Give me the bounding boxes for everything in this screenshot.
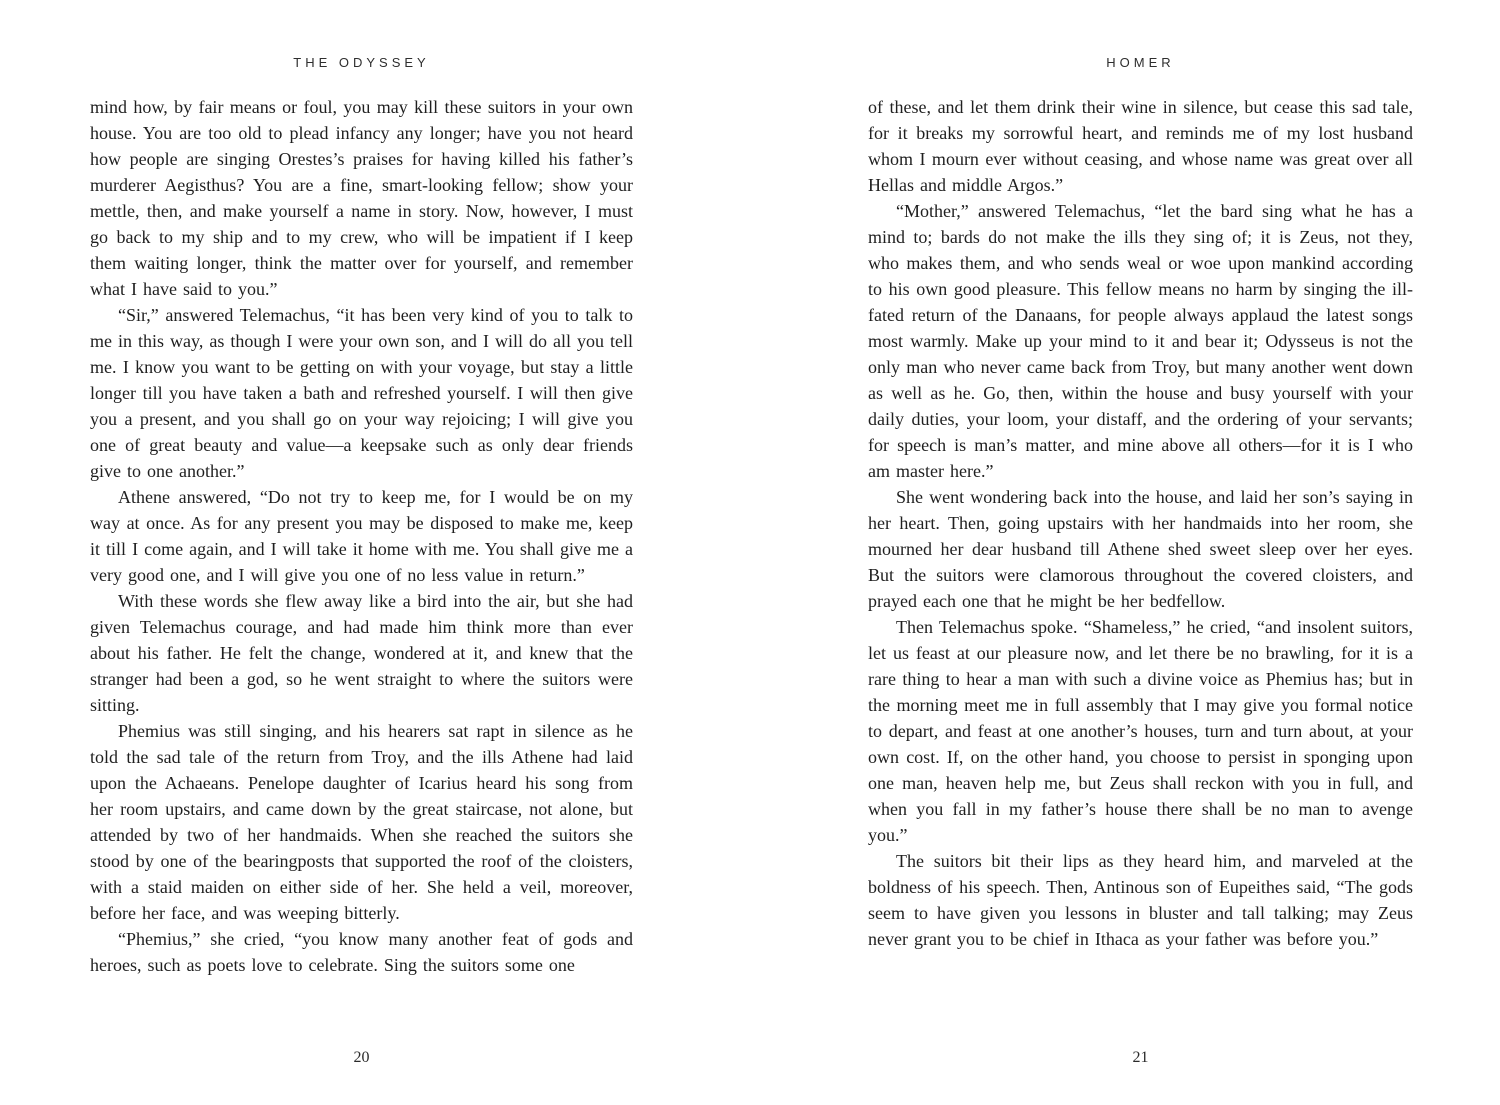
paragraph: “Sir,” answered Telemachus, “it has been very kind of you to talk to me in this way, as though I were your own son, and I will do all you tell me. I know you want to be getting on with your voyage, but stay a little longer till you have taken a bath and refreshed yourself. I will then give you a present, and you shall go on your way rejoicing; I will give you one of great beauty and value—a keepsake such as only dear friends give to one another.” [90,305,633,481]
paragraph: “Phemius,” she cried, “you know many another feat of gods and heroes, such as poets love to celebrate. Sing the suitors some one [90,929,633,975]
page-body-left [90,94,633,978]
page-body-right [868,94,1413,952]
page-left [90,0,633,1105]
paragraph: of these, and let them drink their wine in silence, but cease this sad tale, for it breaks my sorrowful heart, and reminds me of my lost husband whom I mourn ever without ceasing, and whose name was great over all Hellas and middle Argos.” [868,97,1413,195]
page-number-left: 20 [353,1049,370,1066]
paragraph: Phemius was still singing, and his hearers sat rapt in silence as he told the sad tale of the return from Troy, and the ills Athene had laid upon the Achaeans. Penelope daughter of Icarius heard his song from her room upstairs, and came down by the great staircase, not alone, but attended by two of her handmaids. When she reached the suitors she stood by one of the bearingposts that supported the roof of the cloisters, with a staid maiden on either side of her. She held a veil, moreover, before her face, and was weeping bitterly. [90,721,633,923]
paragraph: Athene answered, “Do not try to keep me, for I would be on my way at once. As for any present you may be disposed to make me, keep it till I come again, and I will take it home with me. You shall give me a very good one, and I will give you one of no less value in return.” [90,487,633,585]
paragraph: Then Telemachus spoke. “Shameless,” he cried, “and insolent suitors, let us feast at our pleasure now, and let there be no brawling, for it is a rare thing to hear a man with such a divine voice as Phemius has; but in the morning meet me in full assembly that I may give you formal notice to depart, and feast at one another’s houses, turn and turn about, at your own cost. If, on the other hand, you choose to persist in sponging upon one man, heaven help me, but Zeus shall reckon with you in full, and when you fall in my father’s house there shall be no man to avenge you.” [868,617,1413,845]
paragraph: mind how, by fair means or foul, you may kill these suitors in your own house. You are too old to plead infancy any longer; have you not heard how people are singing Orestes’s praises for having killed his father’s murderer Aegisthus? You are a fine, smart-looking fellow; show your mettle, then, and make yourself a name in story. Now, however, I must go back to my ship and to my crew, who will be impatient if I keep them waiting longer, think the matter over for yourself, and remember what I have said to you.” [90,97,633,299]
paragraph: The suitors bit their lips as they heard him, and marveled at the boldness of his speech. Then, Antinous son of Eupeithes said, “The gods seem to have given you lessons in bluster and tall talking; may Zeus never grant you to be chief in Ithaca as your father was before you.” [868,851,1413,949]
paragraph: With these words she flew away like a bird into the air, but she had given Telemachus courage, and had made him think more than ever about his father. He felt the change, wondered at it, and knew that the stranger had been a god, so he went straight to where the suitors were sitting. [90,591,633,715]
running-header-right: HOMER [1106,55,1175,70]
running-header-left: THE ODYSSEY [293,55,430,70]
paragraph: “Mother,” answered Telemachus, “let the bard sing what he has a mind to; bards do not make the ills they sing of; it is Zeus, not they, who makes them, and who sends weal or woe upon mankind according to his own good pleasure. This fellow means no harm by singing the ill-fated return of the Danaans, for people always applaud the latest songs most warmly. Make up your mind to it and bear it; Odysseus is not the only man who never came back from Troy, but many another went down as well as he. Go, then, within the house and busy yourself with your daily duties, your loom, your distaff, and the ordering of your servants; for speech is man’s matter, and mine above all others—for it is I who am master here.” [868,201,1413,481]
paragraph: She went wondering back into the house, and laid her son’s saying in her heart. Then, going upstairs with her handmaids into her room, she mourned her dear husband till Athene shed sweet sleep over her eyes. But the suitors were clamorous throughout the covered cloisters, and prayed each one that he might be her bedfellow. [868,487,1413,611]
page-right [868,0,1413,1105]
page-number-right: 21 [1132,1049,1149,1066]
